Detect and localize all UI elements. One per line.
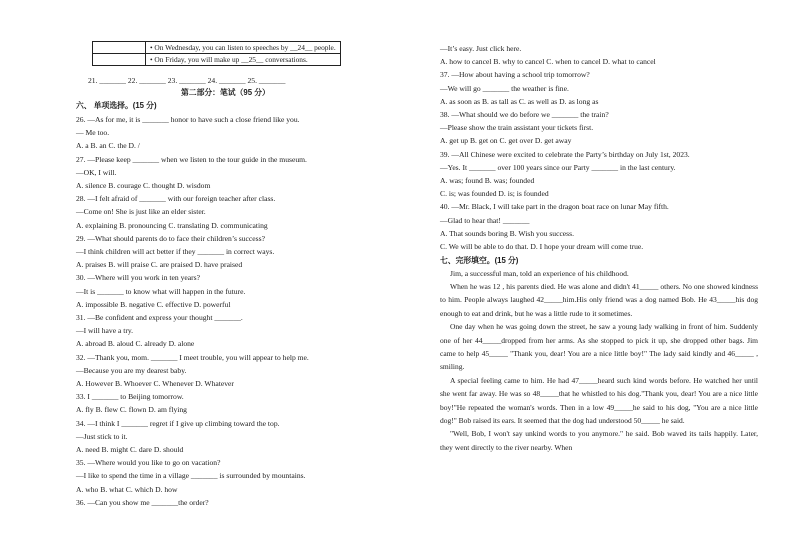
question-line: 34. —I think I _______ regret if I give up climbing toward the top. — [76, 418, 280, 428]
question-line: —It is _______ to know what will happen in the future. — [76, 286, 246, 296]
question-line: —Because you are my dearest baby. — [76, 365, 187, 375]
question-line: 26. —As for me, it is _______ honor to have such a close friend like you. — [76, 115, 300, 124]
question-line: A. However B. Whoever C. Whenever D. Whatever — [76, 379, 234, 388]
listening-info-table — [92, 41, 341, 66]
section-seven-title: 七、完形填空。(15 分) — [440, 256, 519, 265]
question-line: —Come on! She is just like an elder sister. — [76, 207, 206, 217]
table-row — [93, 42, 341, 54]
question-line: — Me too. — [76, 128, 110, 138]
question-line: A. a B. an C. the D. / — [76, 141, 140, 151]
question-line: 33. I _______ to Beijing tomorrow. — [76, 392, 184, 402]
table-cell: • On Wednesday, you can listen to speeches by __24__ people. — [146, 42, 341, 54]
question-line: A. praises B. will praise C. are praised D. have praised — [76, 260, 243, 270]
question-line: A. how to cancel B. why to cancel C. when to cancel D. what to cancel — [440, 57, 656, 67]
question-line: —We will go _______ the weather is fine. — [440, 83, 569, 93]
question-line: —Glad to hear that! _______ — [440, 215, 530, 225]
question-line: C. We will be able to do that. D. I hope your dream will come true. — [440, 242, 644, 251]
question-line: —I like to spend the time in a village _______ is surrounded by mountains. — [76, 471, 306, 481]
table-cell: • On Friday, you will make up __25__ conversations. — [146, 54, 341, 66]
question-line: A. as soon as B. as tall as C. as well as D. as long as — [440, 96, 599, 106]
question-line: A. need B. might C. dare D. should — [76, 445, 184, 454]
question-line: 32. —Thank you, mom. _______ I meet trouble, you will appear to help me. — [76, 352, 309, 362]
question-line: 37. —How about having a school trip tomorrow? — [440, 70, 590, 80]
question-line: C. is; was founded D. is; is founded — [440, 189, 549, 199]
question-line: —Just stick to it. — [76, 431, 128, 441]
question-line: 35. —Where would you like to go on vacation? — [76, 458, 221, 468]
question-line: —Please show the train assistant your tickets first. — [440, 123, 594, 133]
question-line: 28. —I felt afraid of _______ with our foreign teacher after class. — [76, 194, 276, 204]
question-line: 30. —Where will you work in ten years? — [76, 273, 200, 283]
question-line: 31. —Be confident and express your thought _______. — [76, 313, 243, 322]
question-line: —OK, I will. — [76, 167, 117, 177]
passage-paragraph: One day when he was going down the street, he saw a young lady walking in front of him. Suddenly one of her 44_____dropped from her arms. As she stopped to pick it up, she dropped other bags. Jim came to help 45_____ "Thank you, dear! You are a nice little boy!" The lady said kindly and 46_____ , smiling. — [440, 322, 758, 372]
question-line: A. who B. what C. which D. how — [76, 484, 178, 494]
question-line: 27. —Please keep _______ when we listen to the tour guide in the museum. — [76, 154, 307, 164]
question-line: 29. —What should parents do to face their children’s success? — [76, 233, 265, 243]
question-line: —I think children will act better if they _______ in correct ways. — [76, 247, 275, 256]
question-line: 36. —Can you show me _______the order? — [76, 497, 209, 507]
cloze-passage — [440, 280, 758, 454]
section-six-title: 六、 单项选择。(15 分) — [76, 101, 157, 110]
passage-paragraph: When he was 12 , his parents died. He was alone and didn't 41_____ others. No one showed kindness to him. People always laughed 42_____him.His only friend was a dog named Bob. He 43_____his dog enough to eat and drink, but he was a little rude to it sometimes. — [440, 282, 758, 318]
question-line: 39. —All Chinese were excited to celebrate the Party’s birthday on July 1st, 2023. — [440, 149, 690, 159]
question-line: —It’s easy. Just click here. — [440, 44, 522, 53]
question-line: 38. —What should we do before we _______ the train? — [440, 110, 609, 119]
part-two-title: 第二部分：笔试（95 分） — [181, 88, 270, 97]
passage-paragraph: A special feeling came to him. He had 47_____heard such kind words before. He watched her until she went far away. He was so 48_____that he whistled to his dog."Thank you, dear! You are a nice little boy!"He repeated the woman's words. Then in a low 49_____he said to his dog, "You are a nice little dog!" Bob raised its ears. It seemed that the dog had understood 50_____ he said. — [440, 375, 758, 426]
question-line: A. explaining B. pronouncing C. translating D. communicating — [76, 220, 268, 230]
answer-blanks: 21. _______ 22. _______ 23. _______ 24. _______ 25. _______ — [88, 76, 286, 85]
passage-paragraph: "Well, Bob, I won't say unkind words to you anymore." he said. Bob waved its tails happily. Later, they went directly to the river nearby. When — [440, 429, 758, 452]
question-line: A. abroad B. aloud C. already D. alone — [76, 339, 195, 349]
question-line: A. was; found B. was; founded — [440, 176, 535, 185]
question-line: A. silence B. courage C. thought D. wisdom — [76, 181, 211, 190]
passage-intro: Jim, a successful man, told an experience of his childhood. — [450, 269, 629, 278]
question-line: A. fly B. flew C. flown D. am flying — [76, 405, 187, 415]
question-line: A. That sounds boring B. Wish you success. — [440, 228, 574, 238]
question-line: A. get up B. get on C. get over D. get away — [440, 136, 572, 146]
table-row — [93, 54, 341, 66]
question-line: A. impossible B. negative C. effective D. powerful — [76, 299, 231, 309]
question-line: —I will have a try. — [76, 326, 134, 336]
question-line: 40. —Mr. Black, I will take part in the dragon boat race on lunar May fifth. — [440, 202, 669, 212]
question-line: —Yes. It _______ over 100 years since our Party _______ in the last century. — [440, 162, 676, 172]
